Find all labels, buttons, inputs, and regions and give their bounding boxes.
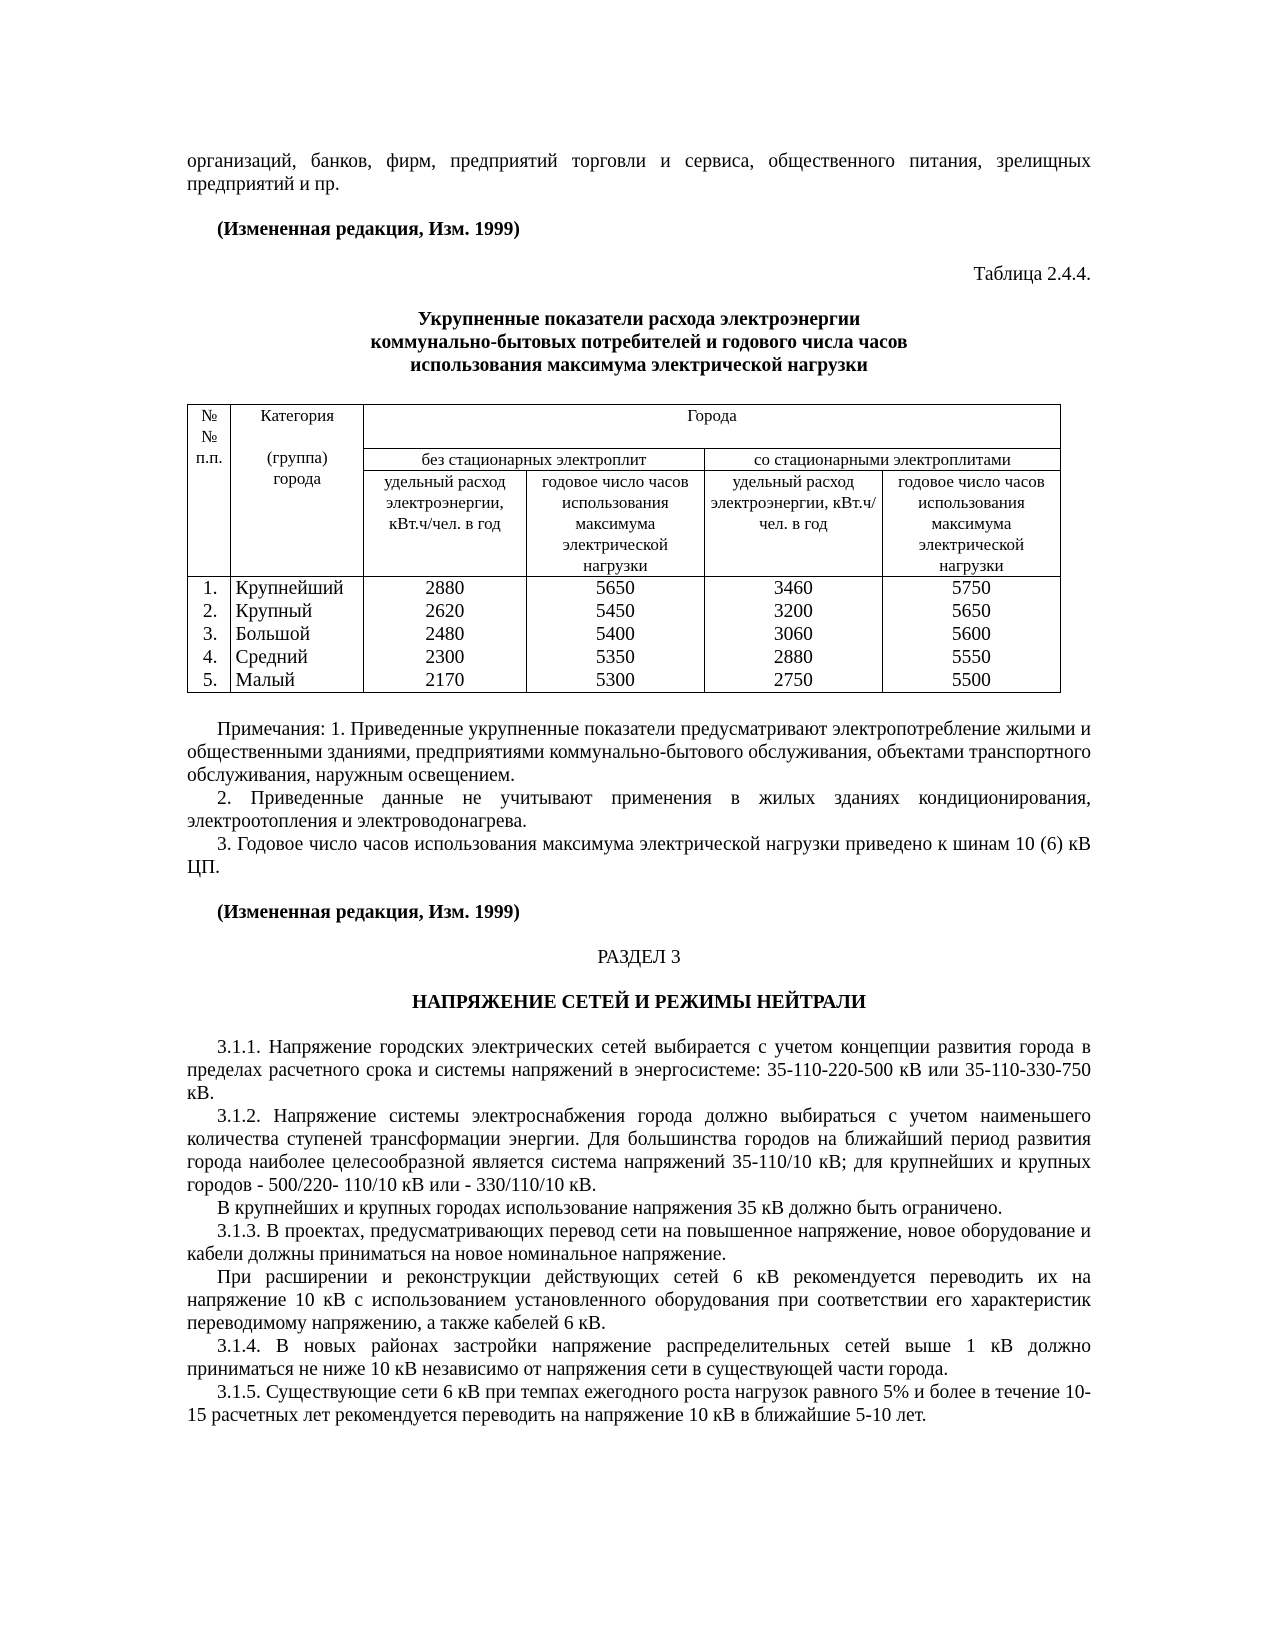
row-number: 5. (188, 669, 231, 693)
notes-and-section (187, 718, 1091, 1427)
table-title (187, 308, 1091, 377)
header-specific-consumption: удельный расход электроэнергии, кВт.ч/чел. в год (363, 471, 526, 577)
cell-hours-without: 5650 (526, 577, 704, 601)
cell-spec-with: 3060 (704, 623, 882, 646)
header-number-line: № (201, 406, 218, 425)
cell-hours-without: 5450 (526, 600, 704, 623)
header-with-stoves: со стационарными электроплитами (704, 449, 1060, 471)
cell-spec-with: 2880 (704, 646, 882, 669)
cell-hours-with: 5650 (882, 600, 1060, 623)
table-row (188, 623, 1061, 646)
table-label: Таблица 2.4.4. (973, 264, 1091, 285)
header-cities: Города (363, 405, 1060, 449)
cell-hours-with: 5600 (882, 623, 1060, 646)
row-category: Большой (231, 623, 364, 646)
header-category-line: города (273, 469, 322, 488)
cell-hours-with: 5750 (882, 577, 1060, 601)
section-paragraph: 3.1.1. Напряжение городских электрических сетей выбирается с учетом концепции развития города в пределах расчетного срока и системы напряжений в энергосистеме: 35-110-220-500 кВ или 35-110-330-750 кВ. (187, 1037, 1091, 1104)
cell-spec-with: 3460 (704, 577, 882, 601)
row-category: Крупнейший (231, 577, 364, 601)
row-number: 4. (188, 646, 231, 669)
table-title-line: Укрупненные показатели расхода электроэнергии (417, 309, 861, 330)
revision-note: (Измененная редакция, Изм. 1999) (217, 902, 520, 923)
cell-hours-without: 5300 (526, 669, 704, 693)
section-paragraph: В крупнейших и крупных городах использование напряжения 35 кВ должно быть ограничено. (217, 1198, 1003, 1219)
section-body (187, 1036, 1091, 1427)
cell-spec-without: 2880 (363, 577, 526, 601)
section-label: РАЗДЕЛ 3 (597, 947, 681, 968)
note-3: 3. Годовое число часов использования максимума электрической нагрузки приведено к шинам 10 (6) кВ ЦП. (187, 834, 1091, 878)
header-specific-consumption: удельный расход электроэнергии, кВт.ч/чел. в год (704, 471, 882, 577)
note-2: 2. Приведенные данные не учитывают применения в жилых зданиях кондиционирования, электроотопления и электроводонагрева. (187, 788, 1091, 832)
cell-hours-without: 5400 (526, 623, 704, 646)
cell-spec-without: 2300 (363, 646, 526, 669)
section-paragraph: 3.1.3. В проектах, предусматривающих перевод сети на повышенное напряжение, новое оборудование и кабели должны приниматься на новое номинальное напряжение. (187, 1221, 1091, 1265)
row-number: 1. (188, 577, 231, 601)
consumption-table (187, 404, 1061, 693)
table-row (188, 577, 1061, 601)
cell-spec-without: 2480 (363, 623, 526, 646)
section-paragraph: 3.1.5. Существующие сети 6 кВ при темпах ежегодного роста нагрузок равного 5% и более в течение 10-15 расчетных лет рекомендуется переводить на напряжение 10 кВ в ближайшие 5-10 лет. (187, 1382, 1091, 1426)
row-category: Малый (231, 669, 364, 693)
cell-hours-with: 5550 (882, 646, 1060, 669)
section-paragraph: 3.1.4. В новых районах застройки напряжение распределительных сетей выше 1 кВ должно приниматься не ниже 10 кВ независимо от напряжения сети в существующей части города. (187, 1336, 1091, 1380)
header-annual-hours: годовое число часов использования максимума электрической нагрузки (882, 471, 1060, 577)
header-category-spacer (233, 426, 361, 447)
row-number: 2. (188, 600, 231, 623)
table-title-line: коммунально-бытовых потребителей и годового числа часов (370, 332, 908, 353)
header-category (231, 405, 364, 577)
note-1: Примечания: 1. Приведенные укрупненные показатели предусматривают электропотребление жилыми и общественными зданиями, предприятиями коммунально-бытового обслуживания, объектами транспортного обслуживания, наружным освещением. (187, 719, 1091, 786)
table-row (188, 646, 1061, 669)
cell-spec-without: 2620 (363, 600, 526, 623)
table-title-line: использования максимума электрической нагрузки (410, 355, 868, 376)
cell-hours-with: 5500 (882, 669, 1060, 693)
header-number-line: п.п. (195, 448, 223, 467)
header-number-line: № (201, 427, 218, 446)
section-paragraph: При расширении и реконструкции действующих сетей 6 кВ рекомендуется переводить их на напряжение 10 кВ с использованием установленного оборудования при соответствии его характеристик переводимому напряжению, а также кабелей 6 кВ. (187, 1267, 1091, 1334)
cell-spec-with: 3200 (704, 600, 882, 623)
cell-spec-with: 2750 (704, 669, 882, 693)
row-category: Средний (231, 646, 364, 669)
revision-note: (Измененная редакция, Изм. 1999) (217, 219, 520, 240)
cell-hours-without: 5350 (526, 646, 704, 669)
header-number (188, 405, 231, 577)
section-heading: НАПРЯЖЕНИЕ СЕТЕЙ И РЕЖИМЫ НЕЙТРАЛИ (412, 992, 866, 1013)
row-number: 3. (188, 623, 231, 646)
table-row (188, 669, 1061, 693)
header-annual-hours: годовое число часов использования максимума электрической нагрузки (526, 471, 704, 577)
row-category: Крупный (231, 600, 364, 623)
header-category-line: (группа) (266, 448, 328, 467)
section-paragraph: 3.1.2. Напряжение системы электроснабжения города должно выбираться с учетом наименьшего количества ступеней трансформации энергии. Для большинства городов на ближайший период развития города наиболее целесообразной является система напряжений 35-110/10 кВ; для крупнейших и крупных городов - 500/220- 110/10 кВ или - 330/110/10 кВ. (187, 1106, 1091, 1196)
cell-spec-without: 2170 (363, 669, 526, 693)
header-category-line: Категория (260, 406, 335, 425)
document-page (187, 150, 1091, 377)
header-without-stoves: без стационарных электроплит (363, 449, 704, 471)
table-row (188, 600, 1061, 623)
intro-continuation: организаций, банков, фирм, предприятий торговли и сервиса, общественного питания, зрелищных предприятий и пр. (187, 151, 1091, 195)
